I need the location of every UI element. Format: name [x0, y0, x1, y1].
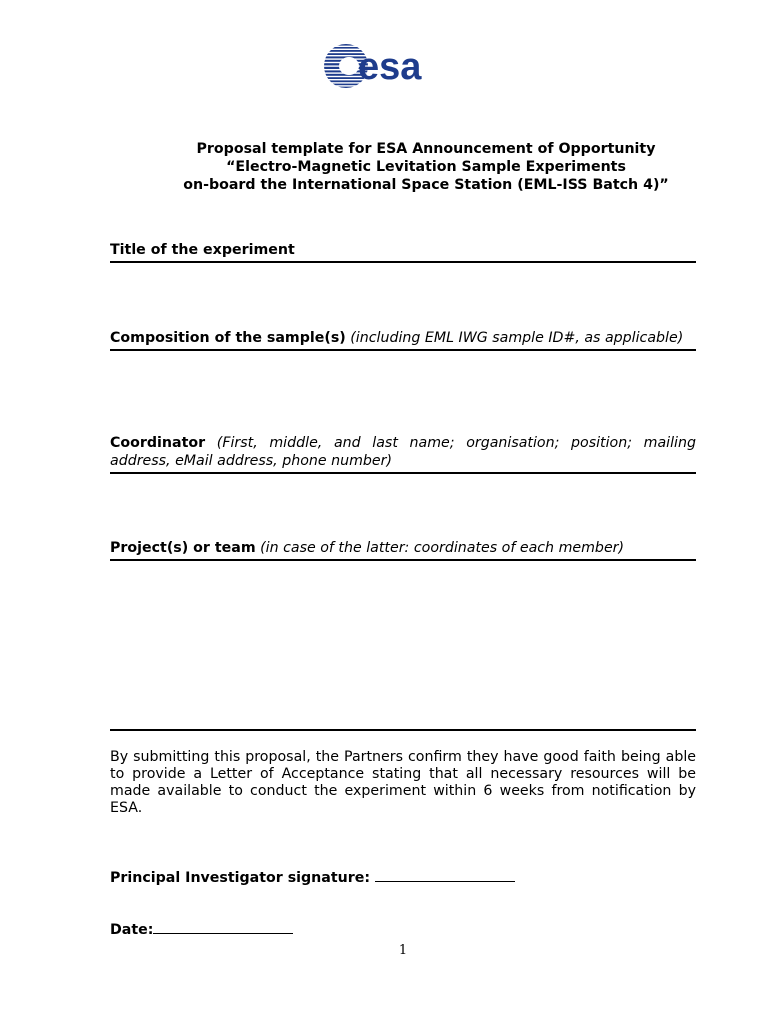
esa-logo: [322, 42, 462, 92]
page-number: 1: [398, 943, 408, 958]
section-experiment-title: [110, 241, 696, 263]
title-line-1: Proposal template for ESA Announcement of Opportunity: [196, 141, 656, 157]
coordinator-note: (First, middle, and last name; organisation; position; mailing address, eMail address, phone number): [110, 435, 696, 469]
title-line-2: “Electro-Magnetic Levitation Sample Experiments: [226, 159, 626, 175]
composition-note: (including EML IWG sample ID#, as applicable): [350, 330, 684, 346]
signature-label: Principal Investigator signature:: [110, 870, 371, 886]
signature-field[interactable]: [375, 867, 515, 882]
section-composition: [110, 329, 696, 351]
title-line-3: on-board the International Space Station (EML-ISS Batch 4)”: [183, 177, 669, 193]
coordinator-label: Coordinator: [110, 435, 206, 451]
date-line: [110, 919, 293, 938]
projects-label: Project(s) or team: [110, 540, 256, 556]
projects-note: (in case of the latter: coordinates of each member): [260, 540, 625, 556]
section-projects: [110, 539, 696, 561]
date-field[interactable]: [153, 919, 293, 934]
experiment-title-label: Title of the experiment: [110, 242, 295, 258]
logo-wordmark: esa: [358, 46, 422, 88]
section-coordinator: [110, 434, 696, 474]
composition-label: Composition of the sample(s): [110, 330, 346, 346]
signature-line: [110, 867, 515, 886]
divider-line: [110, 729, 696, 731]
document-title: [110, 140, 742, 194]
date-label: Date:: [110, 922, 154, 938]
statement-paragraph: By submitting this proposal, the Partners confirm they have good faith being able to provide a Letter of Acceptance stating that all necessary resources will be made available to conduct the experiment within 6 weeks from notification by ESA.: [110, 749, 696, 816]
